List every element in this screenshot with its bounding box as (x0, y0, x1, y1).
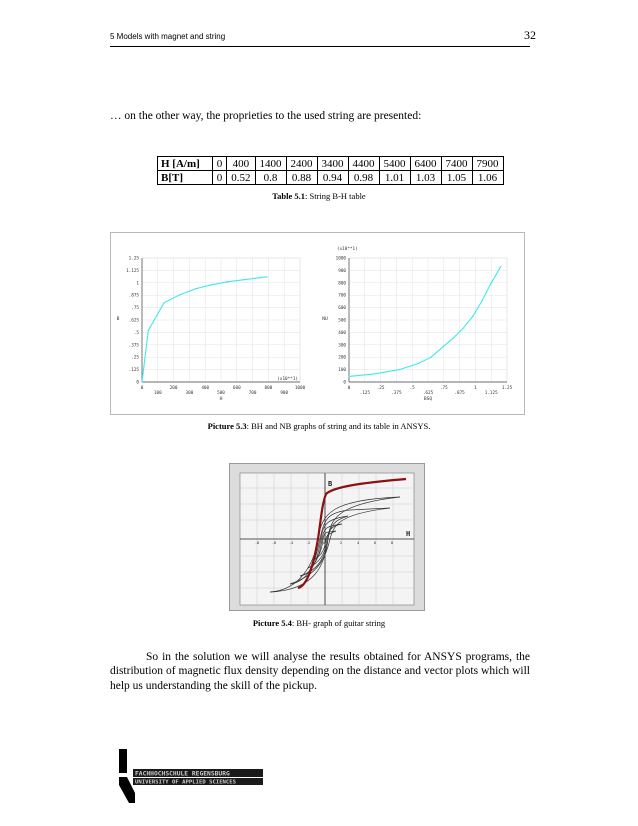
table-cell: 0.98 (348, 171, 379, 185)
nb-chart-data-point (452, 338, 453, 339)
table-cell: 0 (212, 171, 227, 185)
nb-chart-x-tick-label: .375 (391, 391, 402, 396)
bh-chart-data-point (195, 288, 196, 289)
nb-chart-data-point (481, 301, 482, 302)
bh-chart-x-tick-label: 500 (217, 391, 225, 396)
nb-chart-x-tick-label: .5 (409, 386, 415, 391)
ansys-graphs-figure (110, 232, 525, 415)
table-cell: 3400 (317, 157, 348, 171)
nb-chart-x-tick-label: 1 (474, 386, 477, 391)
table-caption-label: Table 5.1 (272, 191, 306, 201)
nb-chart-y-tick-label: 1000 (335, 256, 346, 262)
bh-chart-x-tick-label: 400 (201, 386, 210, 391)
nb-chart-x-tick-label: .875 (454, 391, 465, 396)
bh-chart-y-tick-label: 1.25 (128, 256, 139, 262)
ansys-graphs-svg (111, 233, 524, 414)
nb-chart-y-tick-label: 500 (338, 318, 346, 324)
hysteresis-b-label: B (328, 480, 333, 488)
bh-chart-x-tick-label: 600 (232, 386, 241, 391)
bh-chart-data-point (266, 276, 267, 277)
bh-chart-y-tick-label: .125 (128, 368, 139, 374)
nb-chart-x-tick-label: 0 (347, 386, 351, 391)
table-row (158, 157, 504, 171)
nb-chart-y-tick-label: 600 (338, 306, 346, 312)
nb-chart-x-axis-label: BSQ (423, 397, 433, 402)
bh-chart-y-tick-label: .875 (128, 293, 139, 299)
nb-chart-y-tick-label: 400 (338, 330, 346, 336)
nb-chart-x-tick-label: 1.25 (501, 386, 513, 391)
hyst-tick: -8 (255, 541, 260, 545)
hyst-tick: -4 (289, 541, 294, 545)
paragraph-text: So in the solution we will analyse the results obtained for ANSYS programs, the distribution of magnetic flux density depending on the distance and vector plots which will help us understanding the skill of the pickup. (110, 651, 530, 692)
page-number: 32 (524, 28, 536, 42)
nb-chart-data-point (443, 345, 444, 346)
table-cell: 0.52 (227, 171, 255, 185)
nb-chart-x-tick-label: .625 (422, 391, 434, 396)
nb-chart-data-point (490, 283, 491, 284)
figure1-caption-label: Picture 5.3 (207, 421, 247, 431)
table-cell: 0.8 (255, 171, 286, 185)
table-cell: 1.01 (379, 171, 410, 185)
nb-chart-data-point (430, 357, 431, 358)
bh-chart-series-line (142, 277, 267, 382)
figure2-caption-label: Picture 5.4 (252, 618, 292, 628)
nb-chart-data-point (462, 328, 463, 329)
hysteresis-figure (229, 463, 425, 611)
table-cell: 0 (212, 157, 227, 171)
bh-chart-data-point (163, 302, 164, 303)
table-cell: 7900 (472, 157, 503, 171)
nb-chart-y-tick-label: 0 (343, 380, 346, 386)
row-label-b: B[T] (158, 171, 213, 185)
bh-chart-y-tick-label: 0 (136, 380, 139, 386)
university-logo (119, 749, 264, 804)
hyst-tick: 8 (391, 541, 394, 545)
bh-chart-x-tick-label: 900 (280, 391, 289, 396)
table-cell: 400 (227, 157, 255, 171)
table-cell: 1.03 (410, 171, 441, 185)
bh-chart-x-multiplier: (x10**1) (277, 377, 298, 382)
bh-chart-x-tick-label: 100 (153, 391, 162, 396)
bh-chart-x-axis-label: H (219, 397, 223, 402)
intro-sentence: … on the other way, the proprieties to the used string are presented: (110, 110, 422, 122)
table-cell: 5400 (379, 157, 410, 171)
nb-chart-y-tick-label: 300 (338, 343, 346, 349)
table-cell: 1400 (255, 157, 286, 171)
nb-chart-y-tick-label: 800 (338, 281, 346, 287)
table-cell: 1.05 (441, 171, 472, 185)
bh-chart-data-point (148, 330, 149, 331)
nb-chart-data-point (472, 316, 473, 317)
nb-chart-data-point (348, 376, 349, 377)
nb-chart-series-line (349, 267, 501, 377)
hyst-tick: 2 (340, 541, 343, 545)
hyst-tick: 0 (323, 541, 326, 545)
nb-chart-x-tick-label: .75 (439, 386, 448, 391)
row-label-h: H [A/m] (158, 157, 213, 171)
table-cell: 4400 (348, 157, 379, 171)
logo-line-2: UNIVERSITY OF APPLIED SCIENCES (135, 779, 237, 786)
nb-chart-y-tick-label: 100 (338, 368, 346, 374)
hysteresis-h-label: H (406, 530, 411, 538)
bh-chart-x-tick-label: 1000 (294, 386, 306, 391)
bh-chart-y-tick-label: 1.125 (126, 268, 139, 274)
logo-mark-top (119, 749, 127, 773)
nb-chart-data-point (500, 266, 501, 267)
bh-chart-y-tick-label: .5 (133, 330, 139, 336)
bh-chart-data-point (179, 294, 180, 295)
figure2-caption-text: : BH- graph of guitar string (291, 618, 386, 628)
bh-chart-x-tick-label: 200 (169, 386, 178, 391)
bh-chart-data-point (227, 281, 228, 282)
table-cell: 7400 (441, 157, 472, 171)
bh-chart-y-tick-label: .625 (128, 318, 139, 324)
table-caption (0, 191, 638, 201)
hyst-tick: -6 (272, 541, 277, 545)
table-cell: 1.06 (472, 171, 503, 185)
bh-chart-y-tick-label: .75 (131, 306, 139, 312)
logo-svg (119, 749, 264, 804)
bh-chart-y-tick-label: 1 (136, 281, 139, 287)
bh-chart-x-tick-label: 0 (140, 386, 144, 391)
page-header (110, 28, 536, 47)
figure1-caption (0, 421, 638, 431)
hysteresis-svg (230, 464, 424, 610)
table-cell: 0.88 (286, 171, 317, 185)
hyst-tick: 6 (374, 541, 377, 545)
table-cell: 0.94 (317, 171, 348, 185)
bh-chart-x-tick-label: 300 (185, 391, 194, 396)
bh-chart-data-point (242, 279, 243, 280)
nb-chart-data-point (399, 369, 400, 370)
hyst-tick: 4 (357, 541, 360, 545)
nb-chart-y-tick-label: 900 (338, 268, 346, 274)
bh-chart-data-point (141, 381, 142, 382)
body-paragraph (110, 650, 530, 693)
bh-chart-y-tick-label: .25 (131, 355, 139, 361)
nb-chart-y-multiplier: (x10**1) (337, 247, 358, 252)
nb-chart-x-tick-label: .125 (359, 391, 370, 396)
table-cell: 6400 (410, 157, 441, 171)
logo-mark-bottom (119, 777, 135, 803)
bh-chart-y-tick-label: .375 (128, 343, 139, 349)
nb-chart-data-point (374, 373, 375, 374)
bh-chart-x-tick-label: 700 (248, 391, 257, 396)
nb-chart-x-tick-label: .25 (376, 386, 385, 391)
table-row (158, 171, 504, 185)
table-cell: 2400 (286, 157, 317, 171)
figure2-caption (0, 618, 638, 628)
nb-chart-y-tick-label: 200 (338, 355, 346, 361)
nb-chart-x-tick-label: 1.125 (484, 391, 498, 396)
nb-chart-data-point (418, 363, 419, 364)
bh-chart-x-tick-label: 800 (264, 386, 273, 391)
table-caption-text: : String B-H table (305, 191, 366, 201)
nb-chart-y-tick-label: 700 (338, 293, 346, 299)
bh-chart-data-point (211, 284, 212, 285)
hyst-tick: -2 (306, 541, 311, 545)
logo-line-1: FACHHOCHSCHULE REGENSBURG (135, 770, 230, 778)
bh-table (157, 156, 504, 185)
section-title: 5 Models with magnet and string (110, 32, 226, 41)
bh-chart-data-point (258, 277, 259, 278)
bh-chart-y-axis-label: B (116, 317, 120, 322)
figure1-caption-text: : BH and NB graphs of string and its table in ANSYS. (246, 421, 431, 431)
nb-chart-y-axis-label: NU (322, 317, 328, 322)
